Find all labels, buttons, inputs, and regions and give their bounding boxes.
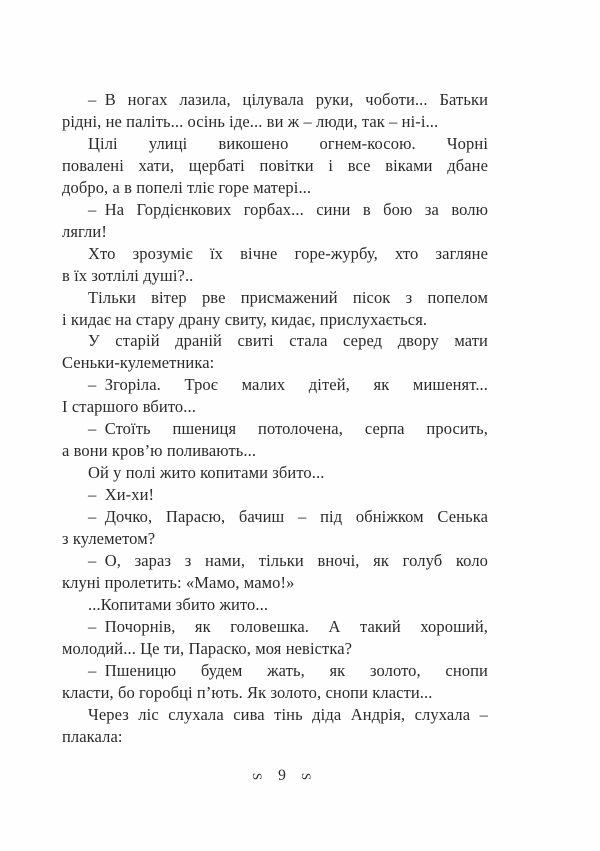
paragraph — [62, 484, 488, 506]
page-footer — [62, 766, 502, 786]
footer-ornament-left: S — [250, 772, 266, 780]
text-line: Сеньки-кулеметника: — [62, 353, 215, 373]
paragraph — [62, 506, 488, 550]
paragraph — [62, 704, 488, 748]
footer-ornament-right: S — [298, 772, 314, 780]
text-line: повалені хати, щербаті повітки і все віками дбане — [62, 155, 488, 175]
paragraph — [62, 660, 488, 704]
paragraph — [62, 616, 488, 660]
text-line: Тільки вітер рве присмажений пісок з попелом — [88, 287, 488, 307]
text-line: лягли! — [62, 221, 107, 241]
text-line: добро, а в попелі тліє горе матері... — [62, 177, 312, 197]
text-line: клуні пролетить: «Мамо, мамо!» — [62, 572, 295, 592]
paragraph — [62, 199, 488, 243]
text-line: У старій драній свиті стала серед двору мати — [88, 331, 488, 351]
page-number: 9 — [278, 767, 286, 784]
text-line: а вони кров’ю поливають... — [62, 441, 257, 461]
text-line: в їх зотлілі душі?.. — [62, 265, 194, 285]
text-block — [62, 89, 488, 748]
text-line: – Почорнів, як головешка. А такий хороший, — [88, 616, 488, 636]
text-line: Ой у полі жито копитами збито... — [88, 463, 325, 483]
text-line: – О, зараз з нами, тільки вночі, як голуб коло — [88, 551, 488, 571]
text-line: І старшого вбито... — [62, 397, 196, 417]
text-line: – В ногах лазила, цілувала руки, чоботи... Батьки — [88, 90, 488, 109]
text-line: – На Гордієнкових горбах... сини в бою за волю — [88, 199, 488, 219]
paragraph — [62, 243, 488, 287]
text-line: молодий... Це ти, Параско, моя невістка? — [62, 638, 353, 658]
paragraph — [62, 418, 488, 462]
paragraph — [62, 374, 488, 418]
paragraph — [62, 89, 488, 133]
paragraph — [62, 287, 488, 331]
paragraph — [62, 330, 488, 374]
text-line: – Згоріла. Троє малих дітей, як мишенят... — [88, 375, 488, 395]
text-line: плакала: — [62, 726, 123, 746]
text-line: класти, бо горобці п’ють. Як золото, снопи класти... — [62, 682, 433, 702]
text-line: і кидає на стару драну свиту, кидає, прислухається. — [62, 309, 428, 329]
text-line: Хто зрозуміє їх вічне горе-журбу, хто загляне — [88, 243, 488, 263]
text-line: рідні, не паліть... осінь іде... ви ж – люди, так – ні-і... — [62, 111, 439, 131]
text-line: ...Копитами збито жито... — [88, 594, 269, 614]
text-line: – Хи-хи! — [88, 485, 155, 505]
paragraph — [62, 594, 488, 616]
text-line: Цілі улиці викошено огнем-косою. Чорні — [88, 133, 488, 153]
paragraph — [62, 550, 488, 594]
text-line: Через ліс слухала сива тінь діда Андрія, слухала – — [88, 704, 488, 724]
text-line: – Стоїть пшениця потолочена, серпа просить, — [88, 419, 488, 439]
paragraph — [62, 462, 488, 484]
text-line: з кулеметом? — [62, 529, 156, 549]
text-line: – Дочко, Парасю, бачиш – під обніжком Сенька — [88, 507, 488, 527]
text-line: – Пшеницю будем жать, як золото, снопи — [88, 660, 488, 680]
paragraph — [62, 133, 488, 199]
